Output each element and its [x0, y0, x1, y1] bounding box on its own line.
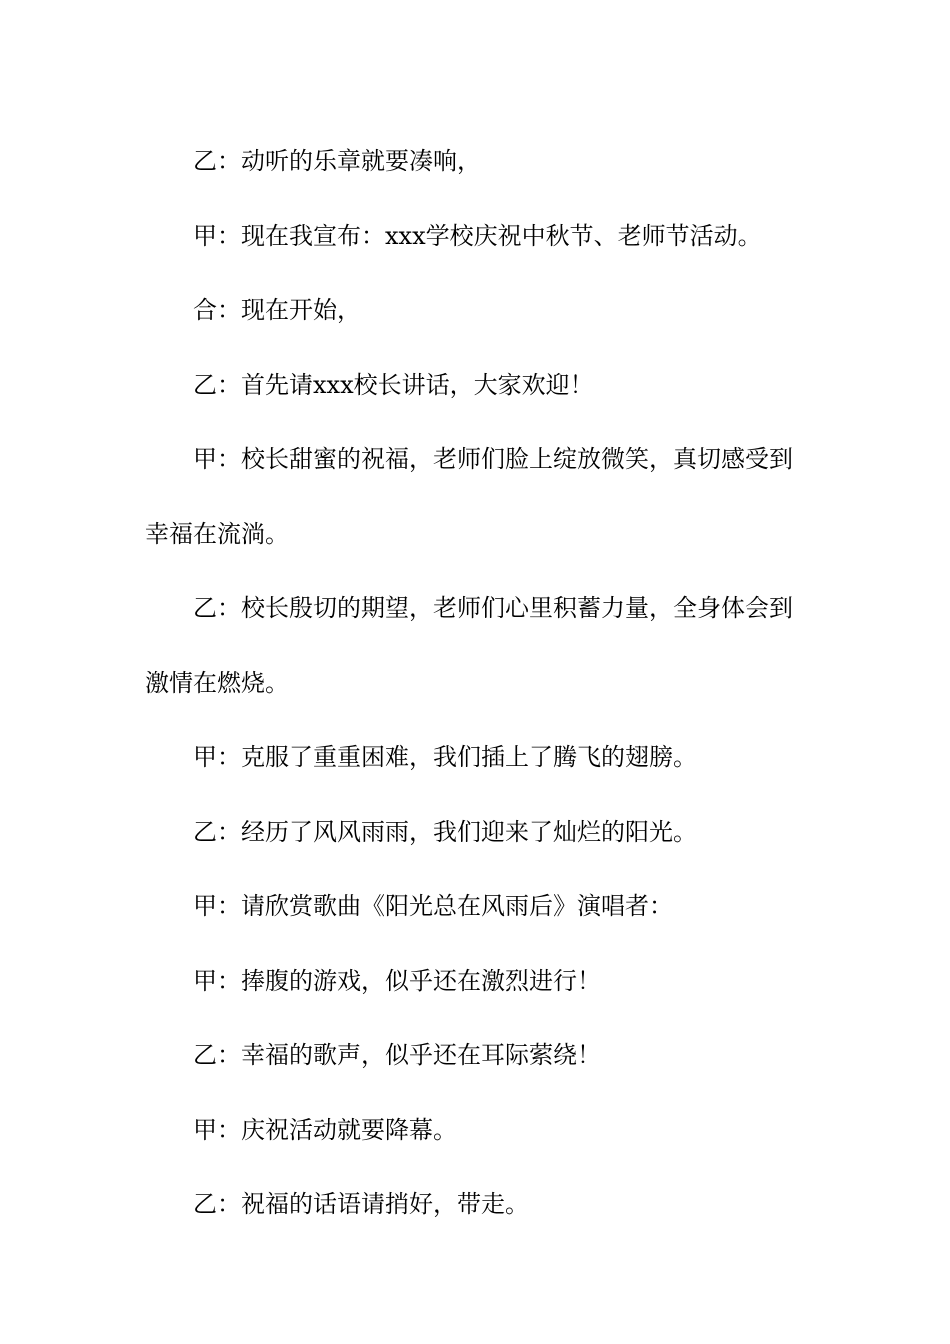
paragraph: 合：现在开始，	[193, 296, 361, 324]
paragraph: 甲：克服了重重困难，我们插上了腾飞的翅膀。	[193, 743, 697, 771]
paragraph: 乙：经历了风风雨雨，我们迎来了灿烂的阳光。	[193, 817, 697, 846]
paragraph: 甲：现在我宣布：xxx学校庆祝中秋节、老师节活动。	[193, 221, 762, 250]
paragraph: 乙：首先请xxx校长讲话，大家欢迎！	[193, 370, 594, 399]
paragraph: 乙：祝福的话语请捎好，带走。	[193, 1190, 529, 1218]
paragraph: 乙：校长殷切的期望，老师们心里积蓄力量，全身体会到激情在燃烧。	[145, 594, 793, 697]
document-body	[145, 124, 810, 1242]
paragraph: 甲：校长甜蜜的祝福，老师们脸上绽放微笑，真切感受到幸福在流淌。	[145, 445, 793, 548]
paragraph: 甲：请欣赏歌曲《阳光总在风雨后》演唱者：	[193, 892, 673, 920]
paragraph: 甲：庆祝活动就要降幕。	[193, 1115, 457, 1144]
paragraph: 甲：捧腹的游戏，似乎还在激烈进行！	[193, 966, 601, 995]
paragraph: 乙：幸福的歌声，似乎还在耳际萦绕！	[193, 1041, 601, 1069]
paragraph: 乙：动听的乐章就要凑响，	[193, 147, 481, 175]
